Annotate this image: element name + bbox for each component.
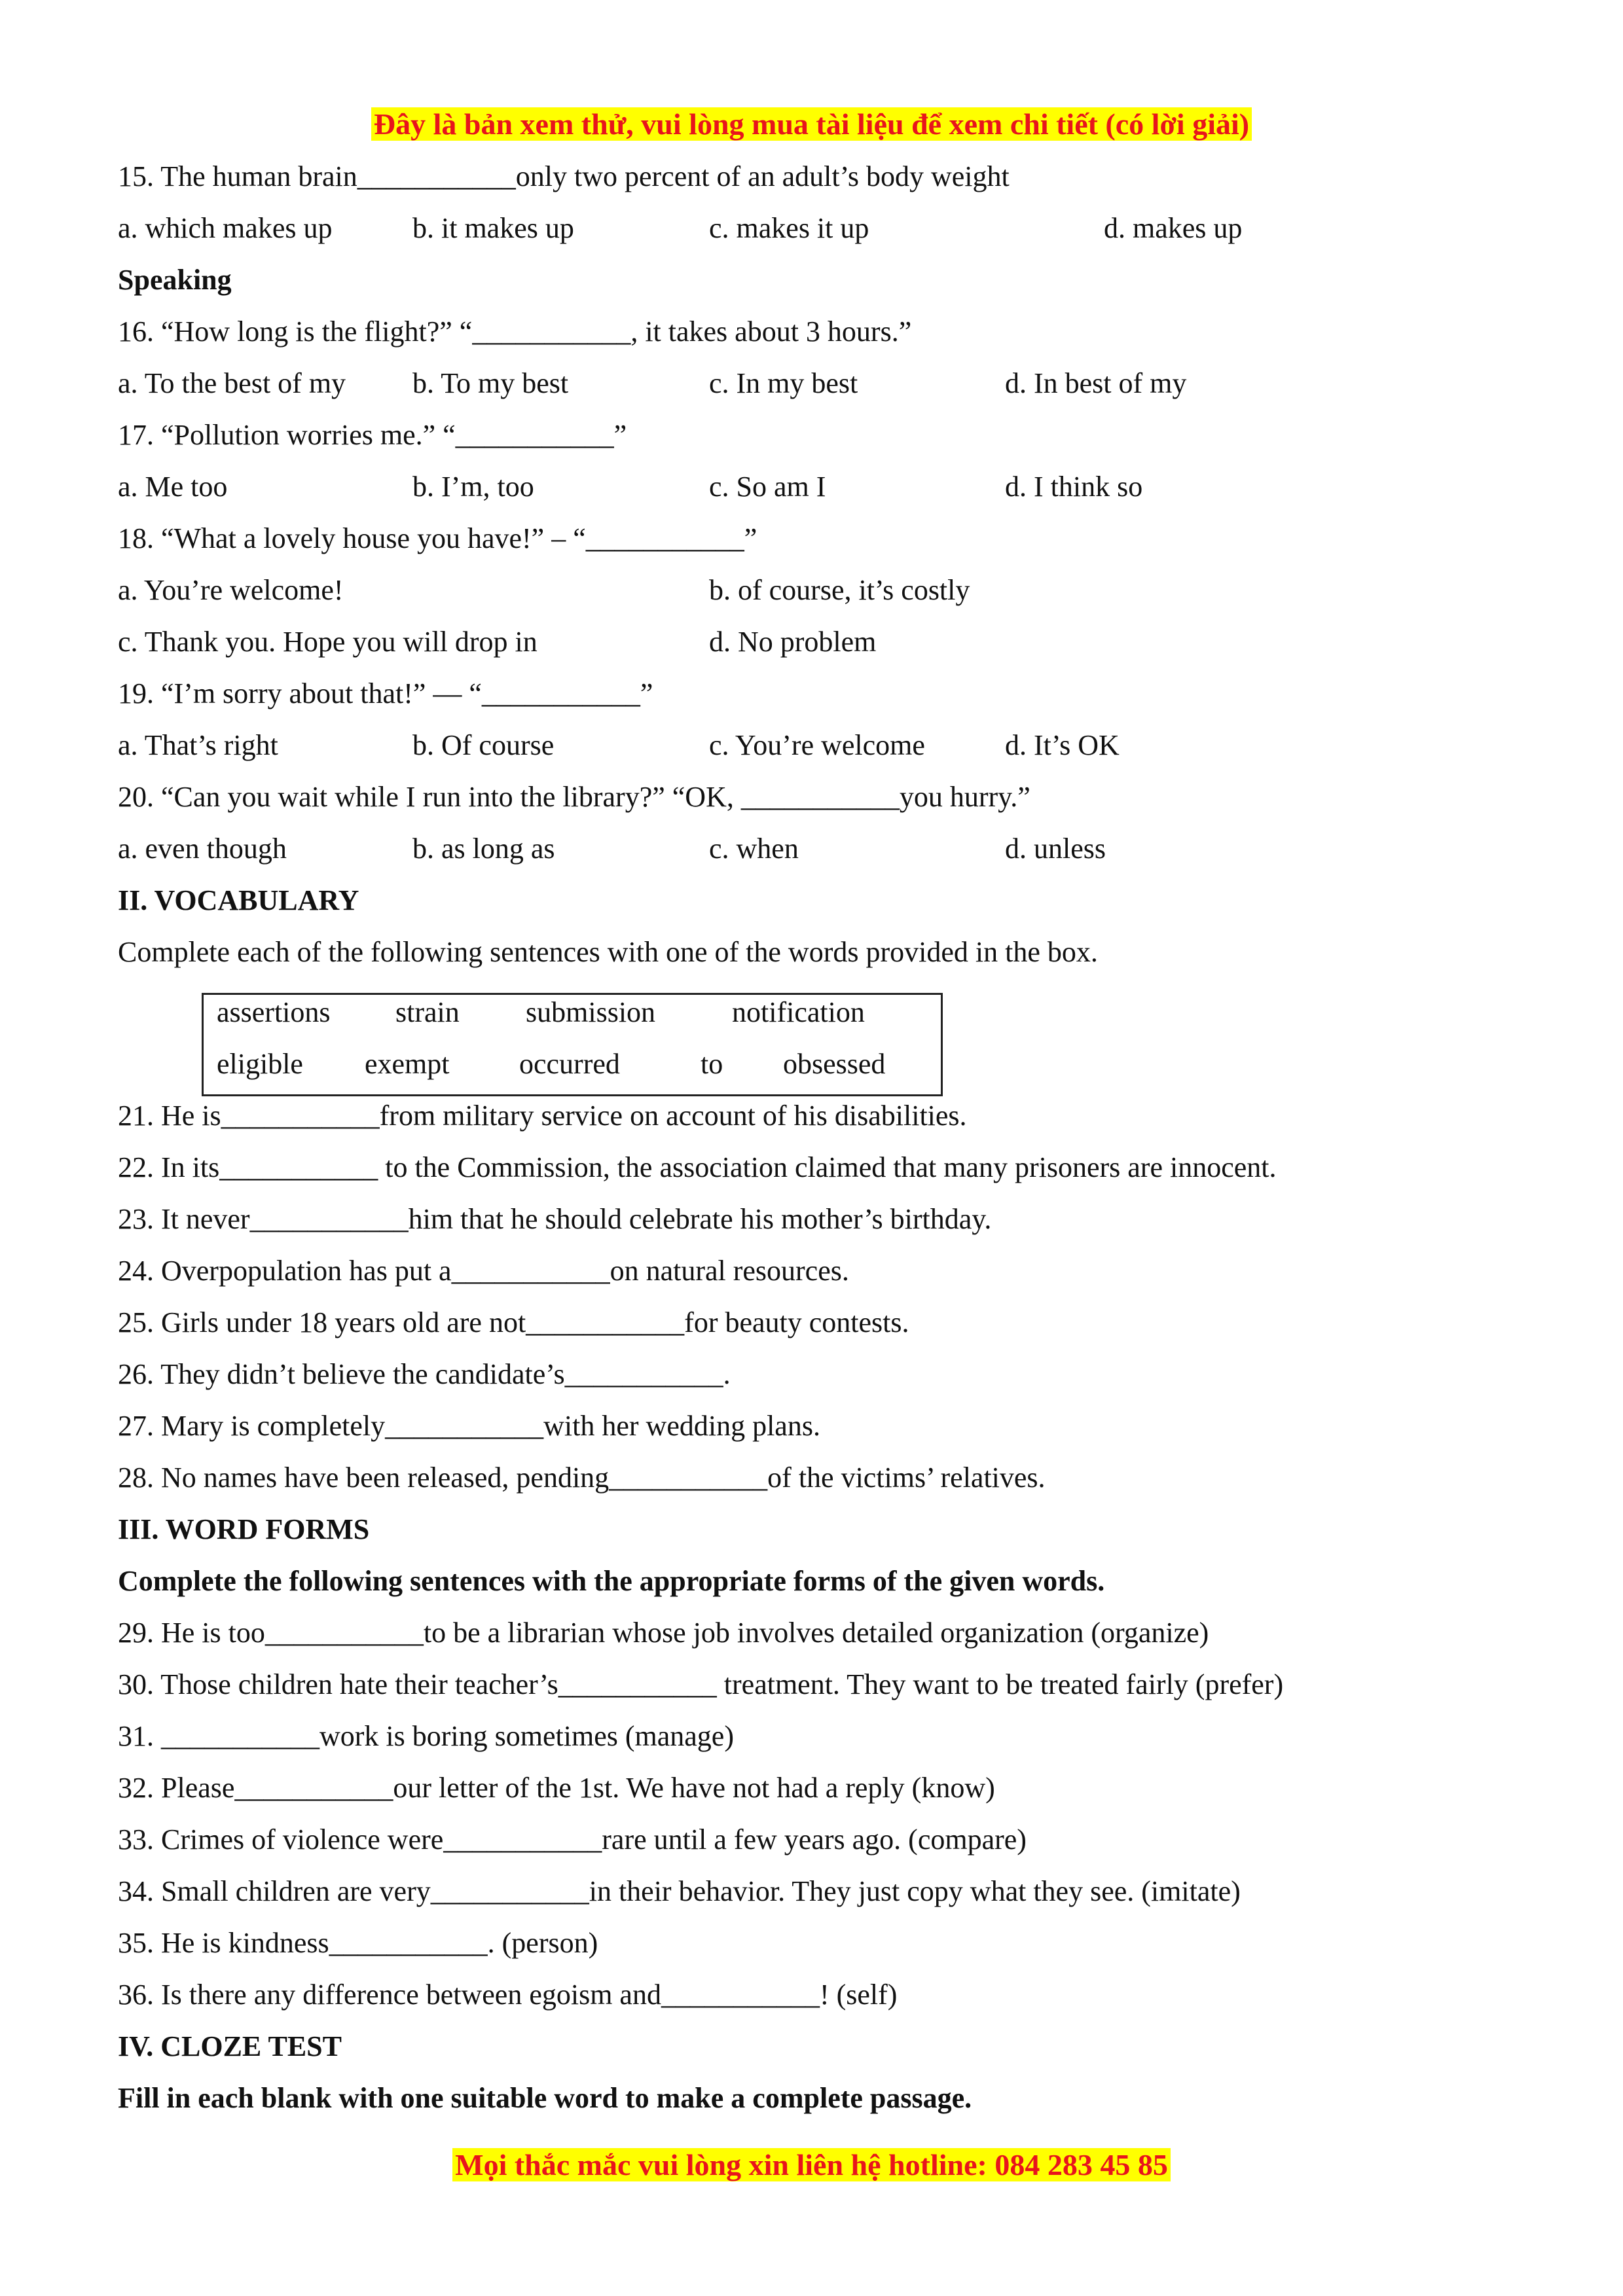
word-box-item: occurred: [519, 1048, 620, 1080]
word-form-question: 35. He is kindness___________. (person): [118, 1927, 598, 1959]
question-19-option-d: d. It’s OK: [1005, 729, 1120, 761]
cloze-test-instruction: Fill in each blank with one suitable word to make a complete passage.: [118, 2082, 972, 2114]
word-form-question: 34. Small children are very___________in their behavior. They just copy what they see. (imitate): [118, 1875, 1241, 1907]
vocab-question: 25. Girls under 18 years old are not___________for beauty contests.: [118, 1306, 909, 1338]
question-18-stem: 18. “What a lovely house you have!” – “___________”: [118, 522, 757, 554]
question-17-option-d: d. I think so: [1005, 471, 1143, 503]
question-17-option-b: b. I’m, too: [412, 471, 534, 503]
question-16-stem: 16. “How long is the flight?” “___________, it takes about 3 hours.”: [118, 315, 912, 348]
word-box-item: obsessed: [783, 1048, 886, 1080]
question-19-stem: 19. “I’m sorry about that!” — “___________”: [118, 677, 653, 709]
word-box-item: submission: [526, 996, 656, 1028]
question-17-option-c: c. So am I: [709, 471, 826, 503]
vocab-question: 22. In its___________ to the Commission, the association claimed that many prisoners are innocent.: [118, 1151, 1277, 1183]
question-18-option-b: b. of course, it’s costly: [709, 574, 970, 606]
word-forms-instruction: Complete the following sentences with the appropriate forms of the given words.: [118, 1565, 1105, 1597]
footer-banner: [0, 2145, 1623, 2185]
word-form-question: 33. Crimes of violence were___________rare until a few years ago. (compare): [118, 1823, 1027, 1856]
word-box-item: assertions: [217, 996, 331, 1028]
question-18-option-d: d. No problem: [709, 626, 877, 658]
vocab-question: 26. They didn’t believe the candidate’s___________.: [118, 1358, 731, 1390]
word-form-question: 32. Please___________our letter of the 1st. We have not had a reply (know): [118, 1772, 995, 1804]
word-form-question: 30. Those children hate their teacher’s___________ treatment. They want to be treated fairly (prefer): [118, 1668, 1284, 1700]
question-15-stem: 15. The human brain___________only two percent of an adult’s body weight: [118, 160, 1010, 192]
question-18-option-c: c. Thank you. Hope you will drop in: [118, 626, 538, 658]
question-20-option-c: c. when: [709, 833, 799, 865]
header-banner-text: Đây là bản xem thử, vui lòng mua tài liệu để xem chi tiết (có lời giải): [371, 107, 1252, 141]
vocabulary-heading: II. VOCABULARY: [118, 884, 359, 916]
vocab-question: 28. No names have been released, pending___________of the victims’ relatives.: [118, 1462, 1046, 1494]
cloze-test-heading: IV. CLOZE TEST: [118, 2030, 342, 2062]
word-box-item: exempt: [365, 1048, 450, 1080]
vocab-question: 27. Mary is completely___________with her wedding plans.: [118, 1410, 820, 1442]
question-20-stem: 20. “Can you wait while I run into the library?” “OK, ___________you hurry.”: [118, 781, 1030, 813]
question-17-option-a: a. Me too: [118, 471, 228, 503]
question-19-option-b: b. Of course: [412, 729, 555, 761]
question-16-option-c: c. In my best: [709, 367, 858, 399]
word-box-item: eligible: [217, 1048, 303, 1080]
question-15-option-b: b. it makes up: [412, 212, 574, 244]
question-16-option-b: b. To my best: [412, 367, 569, 399]
vocab-question: 23. It never___________him that he should celebrate his mother’s birthday.: [118, 1203, 992, 1235]
word-box-item: to: [701, 1048, 723, 1080]
question-18-option-a: a. You’re welcome!: [118, 574, 344, 606]
word-forms-heading: III. WORD FORMS: [118, 1513, 370, 1545]
footer-banner-text: Mọi thắc mắc vui lòng xin liên hệ hotline: 084 283 45 85: [452, 2148, 1171, 2181]
vocab-question: 24. Overpopulation has put a___________on natural resources.: [118, 1255, 849, 1287]
question-15-option-d: d. makes up: [1104, 212, 1243, 244]
question-20-option-b: b. as long as: [412, 833, 555, 865]
question-19-option-c: c. You’re welcome: [709, 729, 925, 761]
question-20-option-a: a. even though: [118, 833, 287, 865]
vocab-question: 21. He is___________from military service on account of his disabilities.: [118, 1100, 967, 1132]
header-banner: [0, 105, 1623, 144]
question-20-option-d: d. unless: [1005, 833, 1106, 865]
word-form-question: 36. Is there any difference between egoism and___________! (self): [118, 1979, 898, 2011]
speaking-heading: Speaking: [118, 264, 232, 296]
word-box-item: strain: [395, 996, 460, 1028]
question-15-option-c: c. makes it up: [709, 212, 869, 244]
question-16-option-d: d. In best of my: [1005, 367, 1187, 399]
question-15-option-a: a. which makes up: [118, 212, 333, 244]
word-form-question: 29. He is too___________to be a librarian whose job involves detailed organization (organize): [118, 1617, 1209, 1649]
vocabulary-instruction: Complete each of the following sentences with one of the words provided in the box.: [118, 936, 1098, 968]
question-17-stem: 17. “Pollution worries me.” “___________”: [118, 419, 627, 451]
word-form-question: 31. ___________work is boring sometimes (manage): [118, 1720, 734, 1752]
word-box-item: notification: [732, 996, 865, 1028]
question-16-option-a: a. To the best of my: [118, 367, 346, 399]
question-19-option-a: a. That’s right: [118, 729, 278, 761]
